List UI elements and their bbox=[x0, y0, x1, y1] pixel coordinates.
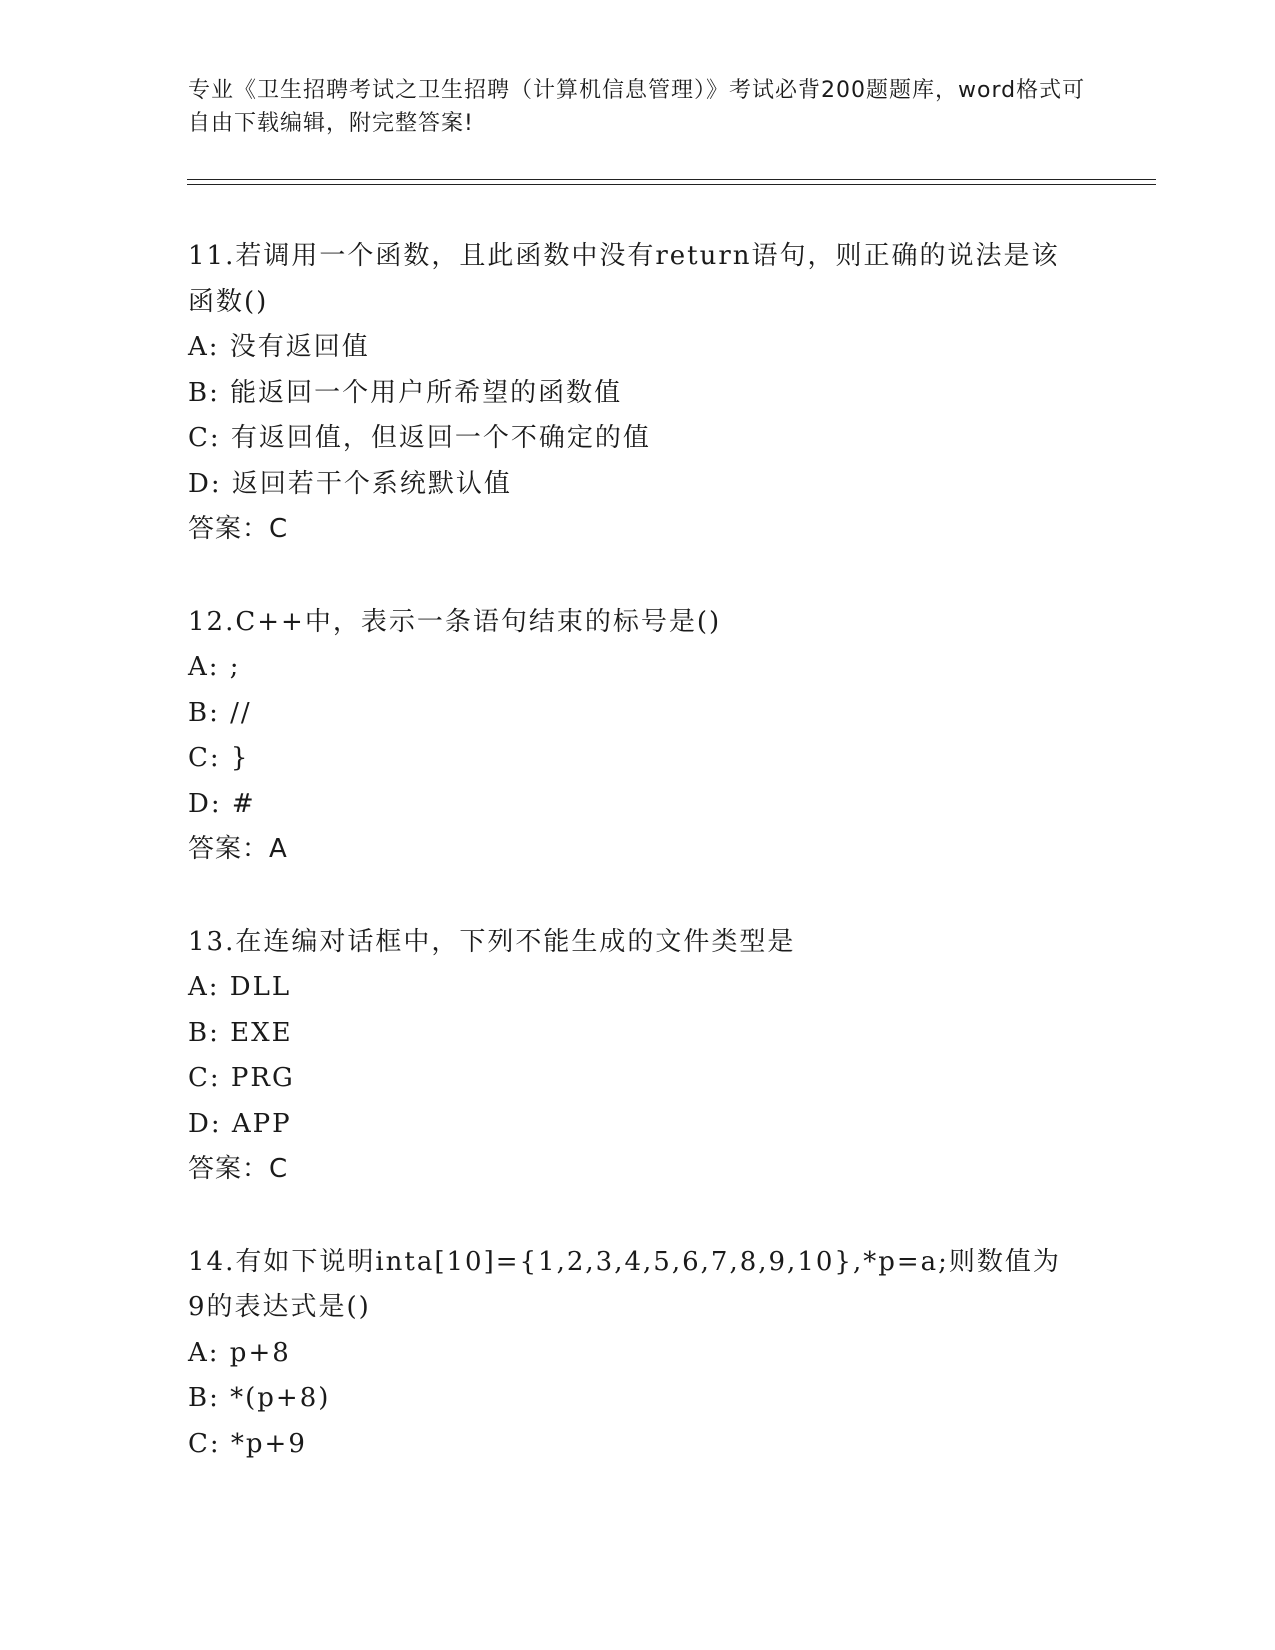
option-a: A: p+8 bbox=[188, 1337, 291, 1368]
question-text: 13.在连编对话框中，下列不能生成的文件类型是 bbox=[188, 926, 796, 957]
option-a: A: 没有返回值 bbox=[188, 332, 370, 362]
question-14 bbox=[188, 1240, 1088, 1468]
header-divider-bottom bbox=[187, 184, 1156, 185]
question-list bbox=[188, 234, 1088, 1514]
option-b: B: // bbox=[188, 697, 252, 728]
question-12 bbox=[188, 600, 1088, 873]
answer: 答案：C bbox=[188, 514, 289, 544]
option-c: C: PRG bbox=[188, 1063, 295, 1093]
question-text: 12.C++中，表示一条语句结束的标号是() bbox=[188, 606, 722, 637]
option-d: D: # bbox=[188, 788, 256, 819]
document-header: 专业《卫生招聘考试之卫生招聘（计算机信息管理）》考试必背200题题库，word格式可自由下载编辑，附完整答案! bbox=[188, 78, 1086, 136]
option-b: B: *(p+8) bbox=[188, 1383, 331, 1413]
header-divider-top bbox=[187, 179, 1156, 180]
option-d: D: APP bbox=[188, 1108, 292, 1139]
option-c: C: 有返回值，但返回一个不确定的值 bbox=[188, 423, 651, 453]
answer: 答案：C bbox=[188, 1154, 289, 1184]
option-d: D: 返回若干个系统默认值 bbox=[188, 468, 512, 499]
question-11 bbox=[188, 234, 1088, 553]
answer: 答案：A bbox=[188, 834, 288, 864]
question-text: 11.若调用一个函数，且此函数中没有return语句，则正确的说法是该函数() bbox=[188, 241, 1060, 317]
option-b: B: EXE bbox=[188, 1017, 293, 1048]
option-a: A: ; bbox=[188, 652, 241, 682]
question-13 bbox=[188, 920, 1088, 1193]
option-b: B: 能返回一个用户所希望的函数值 bbox=[188, 377, 623, 408]
option-a: A: DLL bbox=[188, 972, 292, 1002]
option-c: C: *p+9 bbox=[188, 1428, 307, 1459]
option-c: C: } bbox=[188, 743, 250, 773]
question-text: 14.有如下说明inta[10]={1,2,3,4,5,6,7,8,9,10},*p=a;则数值为9的表达式是() bbox=[188, 1246, 1061, 1322]
